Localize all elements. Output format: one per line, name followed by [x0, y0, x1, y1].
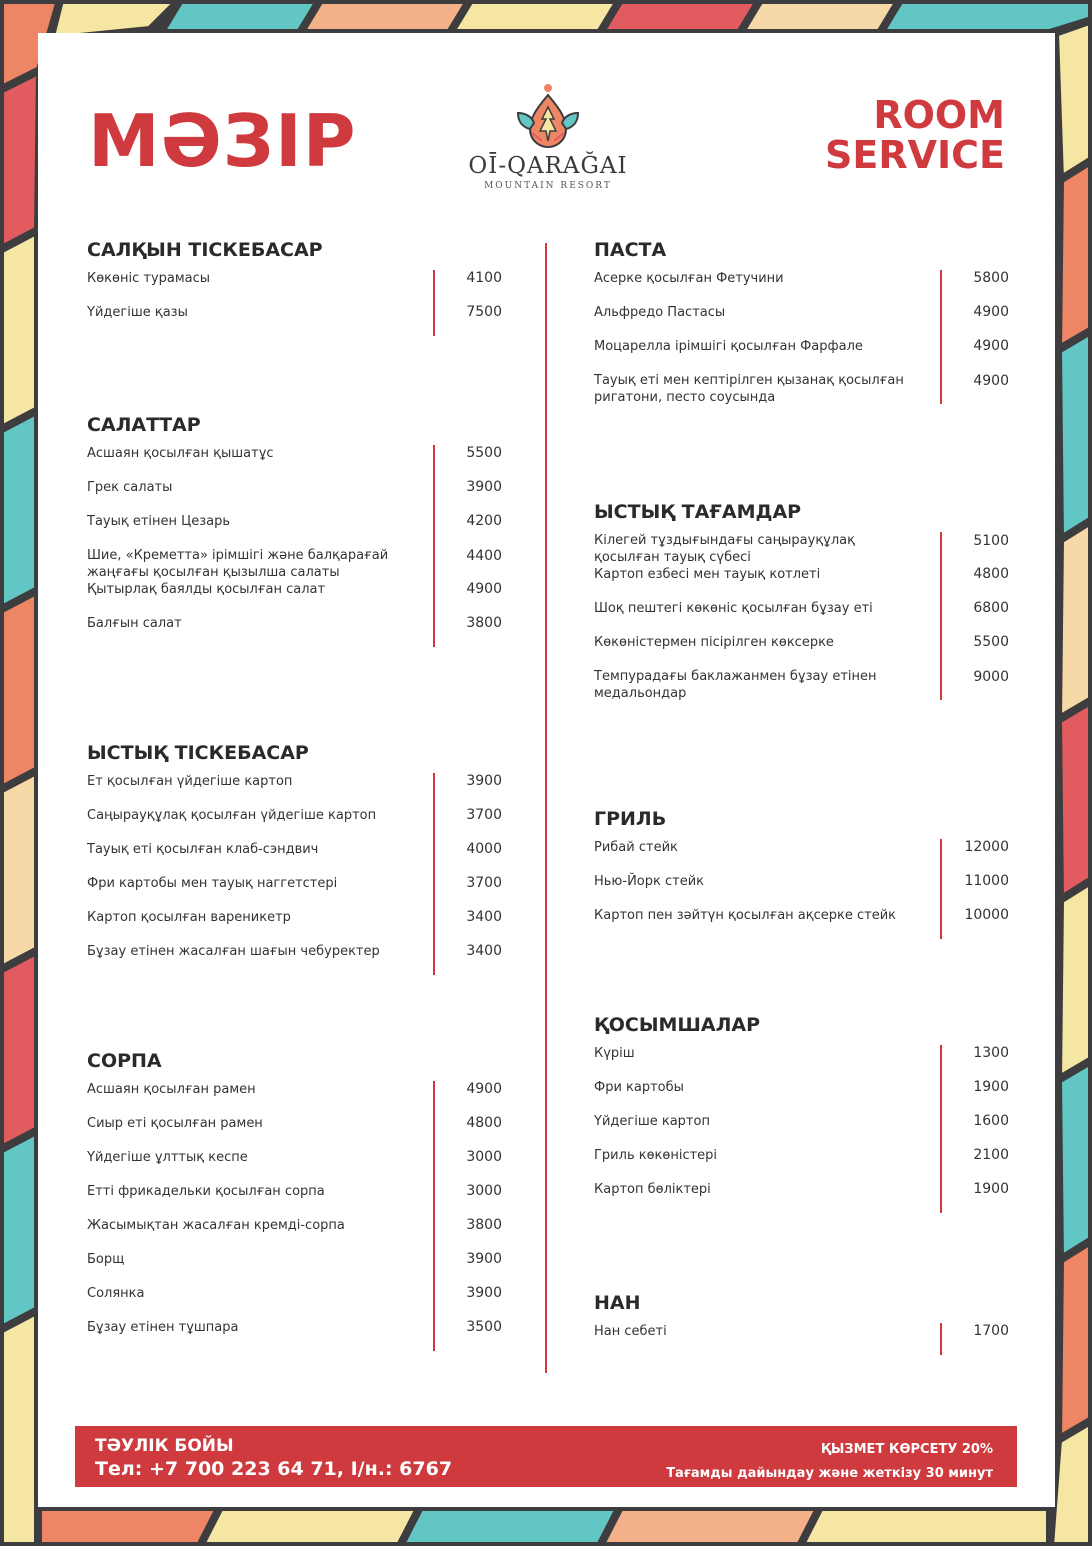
- item-price: 9000: [973, 669, 1009, 685]
- section-items: [87, 445, 507, 649]
- section-items: [594, 532, 1014, 702]
- footer-hours: ТӘУЛІК БОЙЫ: [95, 1436, 234, 1456]
- item-price: 4900: [973, 304, 1009, 320]
- item-price: 10000: [964, 907, 1009, 923]
- section-title: ЫСТЫҚ ТІСКЕБАСАР: [87, 742, 309, 764]
- menu-item: [594, 338, 1014, 372]
- section-items: [594, 270, 1014, 406]
- footer-phone: Тел: +7 700 223 64 71, І/н.: 6767: [95, 1458, 453, 1480]
- menu-item: [594, 1181, 1014, 1215]
- footer-delivery-time: Тағамды дайындау және жеткізу 30 минут: [666, 1466, 993, 1481]
- item-name: Фри картобы мен тауық наггетстері: [87, 876, 338, 891]
- menu-item: [594, 1045, 1014, 1079]
- item-price: 3900: [466, 1251, 502, 1267]
- section-items: [594, 839, 1014, 941]
- section-title: ПАСТА: [594, 239, 667, 261]
- item-name: Асерке қосылған Фетучини: [594, 271, 784, 286]
- item-price: 4900: [466, 1081, 502, 1097]
- menu-item: [87, 773, 507, 807]
- item-name: Картоп пен зәйтүн қосылған ақсерке стейк: [594, 908, 897, 923]
- menu-section: [594, 807, 1014, 941]
- menu-item: [87, 1115, 507, 1149]
- item-name: Балғын салат: [87, 616, 182, 631]
- menu-item: [87, 615, 507, 649]
- item-name: Борщ: [87, 1252, 125, 1267]
- item-name: Саңырауқұлақ қосылған үйдегіше картоп: [87, 808, 377, 823]
- menu-item: [594, 1079, 1014, 1113]
- item-price: 7500: [466, 304, 502, 320]
- menu-section: [87, 238, 507, 338]
- menu-item: [87, 270, 507, 304]
- section-title: СОРПА: [87, 1050, 162, 1072]
- item-name: Моцарелла ірімшігі қосылған Фарфале: [594, 339, 863, 354]
- footer-contact: [95, 1435, 452, 1481]
- item-name: Кілегей тұздығындағы саңырауқұлақ қосылған тауық сүбесі: [594, 533, 856, 565]
- item-price: 3900: [466, 1285, 502, 1301]
- item-name: Көкөністермен пісірілген көксерке: [594, 635, 834, 650]
- item-price: 11000: [964, 873, 1009, 889]
- menu-item: [87, 909, 507, 943]
- item-price: 3700: [466, 875, 502, 891]
- menu-item: [594, 1113, 1014, 1147]
- menu-item: [594, 600, 1014, 634]
- item-price: 3800: [466, 615, 502, 631]
- item-price: 3800: [466, 1217, 502, 1233]
- item-price: 3400: [466, 909, 502, 925]
- menu-item: [594, 270, 1014, 304]
- menu-item: [594, 668, 1014, 702]
- section-title: ГРИЛЬ: [594, 808, 667, 830]
- item-name: Қытырлақ баялды қосылған салат: [87, 582, 326, 597]
- item-price: 12000: [964, 839, 1009, 855]
- item-name: Картоп езбесі мен тауық котлеті: [594, 567, 821, 582]
- section-items: [594, 1045, 1014, 1215]
- item-price: 4000: [466, 841, 502, 857]
- menu-item: [87, 1149, 507, 1183]
- item-name: Фри картобы: [594, 1080, 684, 1095]
- menu-section: [594, 238, 1014, 406]
- menu-item: [87, 807, 507, 841]
- item-name: Бұзау етінен жасалған шағын чебуректер: [87, 944, 380, 959]
- tree-emblem-icon: [516, 83, 580, 149]
- item-price: 3000: [466, 1149, 502, 1165]
- menu-item: [87, 1251, 507, 1285]
- menu-item: [87, 1183, 507, 1217]
- menu-item: [594, 566, 1014, 600]
- menu-card: [38, 33, 1055, 1507]
- menu-item: [87, 547, 507, 581]
- item-name: Асшаян қосылған рамен: [87, 1082, 256, 1097]
- item-name: Бұзау етінен тұшпара: [87, 1320, 239, 1335]
- menu-item: [594, 634, 1014, 668]
- menu-section: [594, 1013, 1014, 1215]
- menu-item: [594, 304, 1014, 338]
- menu-item: [87, 1319, 507, 1353]
- section-title: САЛАТТАР: [87, 414, 201, 436]
- menu-item: [594, 532, 1014, 566]
- item-price: 1600: [973, 1113, 1009, 1129]
- item-price: 3700: [466, 807, 502, 823]
- menu-section: [594, 500, 1014, 702]
- section-items: [594, 1323, 1014, 1357]
- section-title: САЛҚЫН ТІСКЕБАСАР: [87, 239, 323, 261]
- menu-item: [87, 1081, 507, 1115]
- item-name: Нан себеті: [594, 1324, 667, 1339]
- item-name: Шие, «Креметта» ірімшігі және балқарағай жаңғағы қосылған қызылша салаты: [87, 548, 389, 580]
- menu-item: [87, 1285, 507, 1319]
- menu-item: [87, 1217, 507, 1251]
- item-name: Көкөніс турамасы: [87, 271, 211, 286]
- menu-item: [594, 372, 1014, 406]
- section-title: НАН: [594, 1292, 641, 1314]
- menu-item: [594, 873, 1014, 907]
- item-price: 5100: [973, 533, 1009, 549]
- item-price: 4900: [973, 338, 1009, 354]
- item-name: Ет қосылған үйдегіше картоп: [87, 774, 293, 789]
- item-name: Үйдегіше қазы: [87, 305, 188, 320]
- item-name: Темпурадағы баклажанмен бұзау етінен медальондар: [594, 669, 877, 701]
- item-price: 2100: [973, 1147, 1009, 1163]
- item-name: Тауық еті қосылған клаб-сэндвич: [87, 842, 319, 857]
- menu-title: МӘЗІР: [88, 99, 357, 183]
- item-price: 1700: [973, 1323, 1009, 1339]
- section-items: [87, 773, 507, 977]
- item-price: 5500: [466, 445, 502, 461]
- menu-item: [87, 875, 507, 909]
- item-name: Нью-Йорк стейк: [594, 874, 705, 889]
- footer-service-charge: ҚЫЗМЕТ КӨРСЕТУ 20%: [820, 1442, 993, 1457]
- item-price: 1900: [973, 1079, 1009, 1095]
- menu-item: [594, 1323, 1014, 1357]
- item-name: Картоп қосылған вареникетр: [87, 910, 291, 925]
- item-price: 4900: [466, 581, 502, 597]
- item-name: Үйдегіше картоп: [594, 1114, 710, 1129]
- item-price: 4200: [466, 513, 502, 529]
- menu-item: [87, 841, 507, 875]
- item-name: Асшаян қосылған қышатұс: [87, 446, 274, 461]
- room-service-line2: SERVICE: [825, 133, 1005, 177]
- menu-item: [87, 513, 507, 547]
- footer-service-info: [666, 1438, 993, 1486]
- logo-name: OĪ-QARAĞAI: [468, 153, 628, 179]
- section-items: [87, 1081, 507, 1353]
- menu-item: [87, 304, 507, 338]
- item-name: Шоқ пештегі көкөніс қосылған бұзау еті: [594, 601, 873, 616]
- item-price: 1300: [973, 1045, 1009, 1061]
- menu-section: [594, 1291, 1014, 1357]
- item-price: 5500: [973, 634, 1009, 650]
- item-name: Альфредо Пастасы: [594, 305, 726, 320]
- item-name: Сиыр еті қосылған рамен: [87, 1116, 263, 1131]
- item-price: 3900: [466, 773, 502, 789]
- item-price: 3900: [466, 479, 502, 495]
- section-items: [87, 270, 507, 338]
- item-price: 3000: [466, 1183, 502, 1199]
- item-price: 4800: [466, 1115, 502, 1131]
- room-service-line1: ROOM: [873, 93, 1005, 137]
- section-title: ЫСТЫҚ ТАҒАМДАР: [594, 501, 802, 523]
- item-price: 4400: [466, 548, 502, 564]
- item-price: 6800: [973, 600, 1009, 616]
- item-price: 3400: [466, 943, 502, 959]
- menu-section: [87, 413, 507, 649]
- menu-item: [87, 479, 507, 513]
- menu-item: [87, 581, 507, 615]
- footer-bar: [75, 1426, 1017, 1487]
- item-price: 3500: [466, 1319, 502, 1335]
- item-price: 4100: [466, 270, 502, 286]
- item-name: Етті фрикадельки қосылған сорпа: [87, 1184, 325, 1199]
- item-price: 1900: [973, 1181, 1009, 1197]
- resort-logo: [458, 83, 638, 191]
- menu-item: [87, 445, 507, 479]
- menu-section: [87, 741, 507, 977]
- column-divider: [545, 243, 547, 1373]
- item-name: Картоп бөліктері: [594, 1182, 711, 1197]
- item-name: Тауық етінен Цезарь: [87, 514, 231, 529]
- item-name: Жасымықтан жасалған кремді-сорпа: [87, 1218, 345, 1233]
- menu-item: [594, 1147, 1014, 1181]
- menu-section: [87, 1049, 507, 1353]
- item-price: 5800: [973, 270, 1009, 286]
- room-service-heading: [825, 95, 1005, 175]
- item-name: Солянка: [87, 1286, 145, 1301]
- logo-subtitle: MOUNTAIN RESORT: [484, 181, 612, 191]
- menu-item: [87, 943, 507, 977]
- item-name: Гриль көкөністері: [594, 1148, 718, 1163]
- item-price: 4800: [973, 566, 1009, 582]
- item-name: Грек салаты: [87, 480, 173, 495]
- item-name: Рибай стейк: [594, 840, 678, 855]
- item-name: Үйдегіше ұлттық кеспе: [87, 1150, 248, 1165]
- section-title: ҚОСЫМШАЛАР: [594, 1014, 760, 1036]
- item-price: 4900: [973, 373, 1009, 389]
- item-name: Тауық еті мен кептірілген қызанақ қосылған ригатони, песто соусында: [594, 373, 904, 405]
- menu-item: [594, 907, 1014, 941]
- menu-item: [594, 839, 1014, 873]
- item-name: Күріш: [594, 1046, 635, 1061]
